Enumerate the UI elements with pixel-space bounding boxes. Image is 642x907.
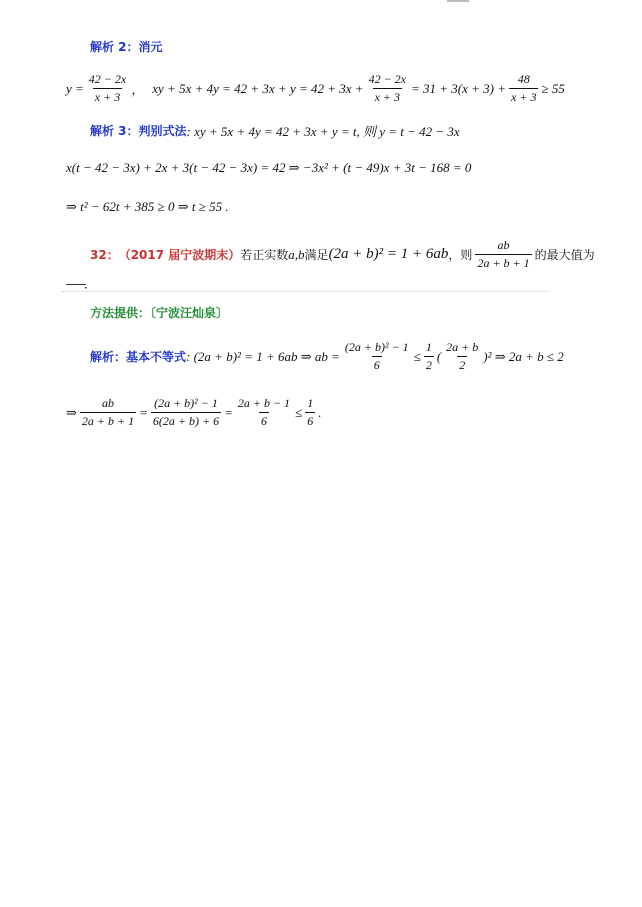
eq1-tail: ≥ 55	[541, 80, 565, 96]
sol-f3-num: 2a + b	[446, 340, 479, 354]
solution-fraction-3	[444, 340, 480, 373]
eq1-sep: ，	[131, 82, 145, 97]
eq1-f2-den: x + 3	[374, 90, 401, 104]
problem-text-4: 的最大值为	[534, 248, 595, 262]
final-le: ≤	[295, 404, 303, 420]
equation-3	[66, 160, 471, 176]
fin-f3-num: 2a + b − 1	[237, 396, 291, 410]
method2-label	[90, 38, 163, 55]
solution-part-a: : (2a + b)² = 1 + 6ab ⇒ ab =	[186, 348, 340, 364]
solution-fraction-2	[424, 340, 434, 373]
final-arrow: ⇒	[66, 404, 77, 420]
problem-condition: (2a + b)² = 1 + 6ab	[328, 246, 449, 262]
fin-f1-num: ab	[102, 396, 114, 410]
problem-vars: a,b	[288, 246, 305, 262]
fin-f4-den: 6	[307, 414, 314, 428]
eq1-fraction-3	[509, 72, 538, 105]
sol-f1-num: (2a + b)² − 1	[344, 340, 409, 354]
problem-text-1: 若正实数	[240, 248, 289, 262]
problem-source: （2017 届宁波期末）	[118, 248, 241, 262]
problem-frac-den: 2a + b + 1	[477, 256, 530, 270]
solution-le: ≤	[413, 348, 421, 364]
blank-mark	[84, 275, 96, 292]
final-end: .	[318, 404, 322, 420]
problem-text-2: 满足	[304, 248, 329, 262]
problem-32	[90, 238, 595, 271]
sol-f2-num: 1	[425, 340, 432, 354]
eq1-f3-den: x + 3	[511, 90, 537, 104]
final-fraction-1	[80, 396, 136, 429]
fin-f3-den: 6	[260, 414, 267, 428]
equation-4-text: ⇒ t² − 62t + 385 ≥ 0 ⇒ t ≥ 55 .	[66, 199, 229, 214]
answer-blank	[66, 284, 86, 285]
problem-fraction	[475, 238, 531, 271]
method3-line	[90, 121, 460, 140]
problem-text-3: ，则	[448, 248, 473, 262]
final-fraction-3	[236, 396, 292, 429]
method2-label-text: 解析 2：消元	[90, 40, 163, 54]
equation-2: : xy + 5x + 4y = 42 + 3x + y = t, 则 y = t − 42 − 3x	[186, 124, 460, 139]
sol-f1-den: 6	[373, 358, 380, 372]
eq1-fraction-1	[87, 72, 128, 105]
provider-label	[90, 304, 228, 321]
fin-f4-num: 1	[307, 396, 314, 410]
sol-f3-den: 2	[459, 358, 466, 372]
solution-fraction-1	[343, 340, 411, 373]
final-fraction-4	[305, 396, 315, 429]
solution-part-d: )² ⇒ 2a + b ≤ 2	[483, 348, 564, 364]
eq1-mid: xy + 5x + 4y = 42 + 3x + y = 42 + 3x +	[152, 80, 364, 96]
final-line	[66, 396, 321, 429]
fin-f2-num: (2a + b)² − 1	[154, 396, 218, 410]
final-fraction-2	[151, 396, 221, 429]
solution-label: 解析：基本不等式	[90, 350, 187, 364]
eq1-f1-den: x + 3	[94, 90, 121, 104]
equation-4	[66, 199, 229, 215]
eq1-f1-num: 42 − 2x	[88, 72, 127, 86]
fin-f1-den: 2a + b + 1	[81, 414, 135, 428]
problem-frac-num: ab	[497, 238, 510, 252]
equation-3-text: x(t − 42 − 3x) + 2x + 3(t − 42 − 3x) = 42 ⇒ −3x² + (t − 49)x + 3t − 168 = 0	[66, 160, 472, 175]
problem-number: 32：	[90, 248, 119, 262]
eq1-lhs: y =	[66, 80, 84, 96]
provider-label-text: 方法提供：〔宁波汪灿泉〕	[90, 306, 229, 320]
solution-paren: (	[436, 348, 442, 364]
fin-f2-den: 6(2a + b) + 6	[152, 414, 220, 428]
eq1-fraction-2	[367, 72, 408, 105]
equation-1	[66, 72, 565, 105]
eq1-mid2: = 31 + 3(x + 3) +	[411, 80, 507, 96]
sol-f2-den: 2	[425, 358, 432, 372]
blank-mark-text: ．	[84, 277, 97, 291]
final-eq-1: =	[139, 404, 148, 420]
method3-label: 解析 3：判别式法	[90, 124, 187, 138]
final-eq-2: =	[224, 404, 233, 420]
top-rule	[447, 0, 469, 2]
section-divider	[62, 291, 548, 292]
eq1-f3-num: 48	[517, 72, 530, 86]
solution-line	[90, 340, 564, 373]
eq1-f2-num: 42 − 2x	[368, 72, 407, 86]
